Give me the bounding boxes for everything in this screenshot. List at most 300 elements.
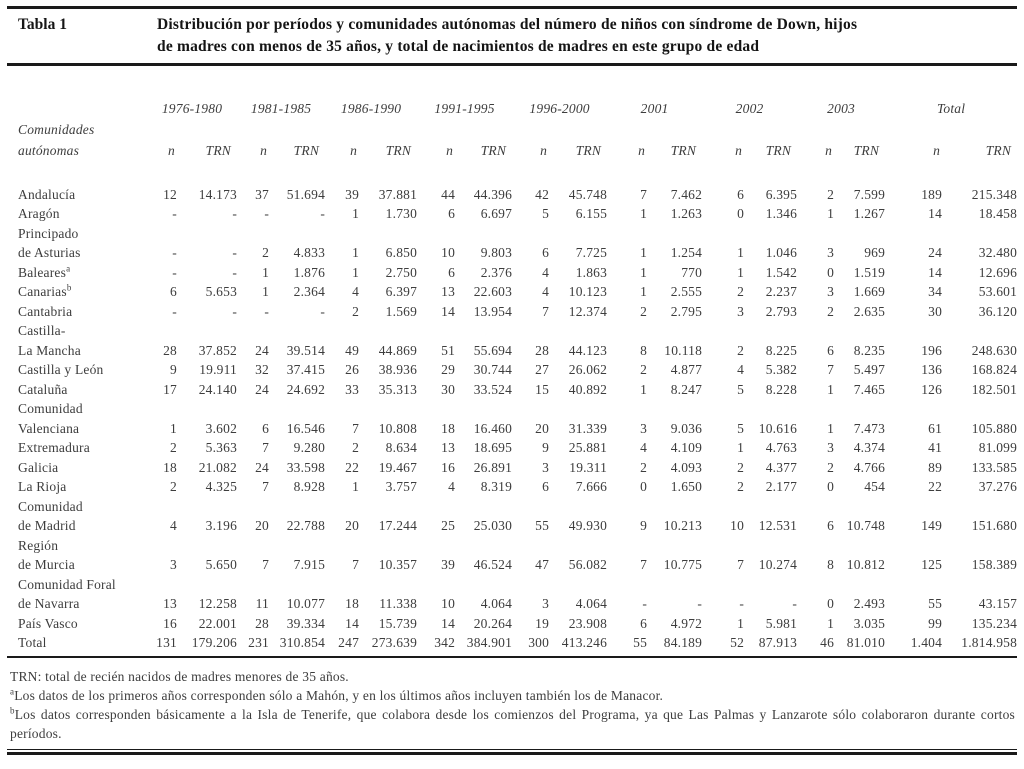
n-cell: 42 [535, 186, 550, 202]
n-cell: 1 [352, 206, 360, 222]
n-cell: 3 [737, 303, 745, 319]
trn-cell: 2.493 [853, 596, 886, 612]
period-header: 1986-1990 [340, 101, 402, 116]
trn-cell: 5.363 [205, 440, 238, 456]
trn-cell: 10.213 [663, 518, 703, 534]
n-cell: 2 [170, 479, 177, 495]
trn-cell: 20.264 [473, 615, 513, 631]
trn-cell: - [320, 303, 326, 319]
region-label: Andalucía [18, 186, 76, 202]
trn-cell: 24.140 [198, 381, 238, 397]
n-cell: 3 [170, 557, 177, 573]
n-cell: 1 [170, 420, 177, 436]
n-cell: 32 [255, 362, 270, 378]
trn-cell: 22.603 [473, 284, 513, 300]
trn-cell: 8.319 [480, 479, 513, 495]
n-cell: 6 [542, 479, 550, 495]
n-col-header: n [540, 143, 548, 158]
n-cell: 10 [441, 245, 456, 261]
trn-cell: 1.650 [670, 479, 703, 495]
n-col-header: n [638, 143, 646, 158]
region-label: de Navarra [18, 596, 80, 612]
n-cell: 1 [352, 264, 360, 280]
trn-cell: - [232, 245, 238, 261]
trn-cell: 1.569 [385, 303, 418, 319]
region-label: de Murcia [18, 557, 75, 573]
n-cell: 7 [262, 440, 270, 456]
n-cell: 2 [352, 303, 360, 319]
trn-cell: 33.524 [473, 381, 513, 397]
period-header: 1981-1985 [250, 101, 312, 116]
trn-cell: 413.246 [561, 635, 608, 651]
n-cell: - [739, 596, 745, 612]
n-cell: 125 [921, 557, 943, 573]
n-cell: 27 [535, 362, 550, 378]
trn-cell: 46.524 [473, 557, 513, 573]
n-cell: 24 [255, 381, 270, 397]
region-label: Comunidad [18, 498, 83, 514]
trn-cell: 12.696 [978, 264, 1018, 280]
trn-cell: 18.695 [473, 440, 513, 456]
trn-cell: 44.869 [378, 342, 418, 358]
empty-cell [147, 497, 1017, 517]
n-cell: 16 [163, 615, 177, 631]
n-cell: 39 [441, 557, 456, 573]
n-col-header: n [933, 143, 941, 158]
n-cell: 20 [345, 518, 360, 534]
table-row-label-continuation [7, 224, 1017, 244]
header-filler [147, 117, 1017, 138]
n-cell: 4 [737, 362, 745, 378]
trn-cell: 36.120 [978, 303, 1018, 319]
footnote-text: TRN: total de recién nacidos de madres menores de 35 años. [10, 669, 349, 684]
region-label: País Vasco [18, 615, 78, 631]
table-row [7, 419, 1017, 439]
n-cell: 0 [640, 479, 648, 495]
trn-cell: 8.928 [293, 479, 326, 495]
trn-cell: 55.694 [473, 342, 513, 358]
trn-cell: 2.177 [765, 479, 798, 495]
region-label: Cataluña [18, 381, 68, 397]
empty-cell [147, 536, 1017, 556]
trn-cell: 39.514 [286, 342, 326, 358]
n-cell: 9 [542, 440, 550, 456]
n-cell: 89 [928, 459, 943, 475]
table-row-label-continuation [7, 536, 1017, 556]
table-title [157, 14, 857, 58]
trn-col-header: TRN [765, 143, 792, 158]
n-cell: 5 [737, 381, 745, 397]
region-label: Extremadura [18, 440, 90, 456]
n-cell: 26 [345, 362, 360, 378]
trn-cell: 4.325 [205, 479, 238, 495]
n-cell: 7 [640, 186, 648, 202]
trn-cell: 10.274 [758, 557, 798, 573]
trn-cell: 158.389 [971, 557, 1018, 573]
trn-cell: - [232, 303, 238, 319]
n-cell: 30 [441, 381, 456, 397]
n-cell: 55 [535, 518, 550, 534]
trn-col-header: TRN [985, 143, 1012, 158]
n-cell: 6 [448, 206, 456, 222]
trn-cell: 44.123 [568, 342, 608, 358]
trn-cell: 7.473 [853, 420, 886, 436]
trn-cell: 37.276 [978, 479, 1018, 495]
trn-cell: 1.814.958 [961, 635, 1018, 651]
trn-cell: - [792, 596, 798, 612]
spacer-row [7, 159, 1017, 185]
region-label: Castilla- [18, 323, 66, 339]
table-row-label-continuation [7, 400, 1017, 420]
trn-cell: 30.744 [473, 362, 513, 378]
trn-cell: 1.267 [853, 206, 886, 222]
footnote-marker: a [66, 263, 71, 274]
n-cell: 6 [170, 284, 177, 300]
n-cell: 0 [827, 596, 835, 612]
table-row [7, 614, 1017, 634]
trn-cell: 40.892 [568, 381, 608, 397]
n-cell: 1.404 [910, 635, 943, 651]
n-cell: 15 [535, 381, 550, 397]
n-cell: 7 [737, 557, 745, 573]
trn-cell: 32.480 [978, 245, 1018, 261]
n-cell: 1 [827, 381, 835, 397]
n-cell: 18 [163, 459, 177, 475]
n-col-header: n [168, 143, 175, 158]
n-cell: 2 [640, 459, 648, 475]
region-label: de Asturias [18, 245, 81, 261]
n-cell: 46 [820, 635, 835, 651]
n-cell: - [172, 303, 177, 319]
n-cell: 1 [737, 264, 745, 280]
table-row [7, 478, 1017, 498]
trn-cell: 1.346 [765, 206, 798, 222]
trn-cell: - [232, 264, 238, 280]
region-label: Castilla y León [18, 362, 104, 378]
trn-cell: 5.497 [853, 362, 886, 378]
n-cell: 16 [441, 459, 456, 475]
trn-cell: 168.824 [971, 362, 1018, 378]
trn-cell: 10.357 [378, 557, 418, 573]
n-cell: 30 [928, 303, 943, 319]
n-cell: 2 [262, 245, 270, 261]
n-cell: 10 [730, 518, 745, 534]
n-cell: 6 [542, 245, 550, 261]
n-cell: 1 [827, 206, 835, 222]
n-cell: 1 [737, 440, 745, 456]
trn-cell: 1.542 [765, 264, 798, 280]
trn-cell: 135.234 [971, 615, 1018, 631]
n-cell: 136 [921, 362, 943, 378]
n-cell: 99 [928, 615, 943, 631]
n-cell: 1 [262, 264, 270, 280]
trn-cell: 4.064 [575, 596, 608, 612]
trn-cell: 81.099 [978, 440, 1018, 456]
n-cell: 5 [737, 420, 745, 436]
n-cell: 4 [352, 284, 360, 300]
n-cell: 3 [542, 596, 550, 612]
trn-cell: 19.911 [199, 362, 238, 378]
trn-cell: 23.908 [568, 615, 608, 631]
trn-cell: 7.599 [853, 186, 886, 202]
empty-cell [147, 400, 1017, 420]
footnote-b [10, 705, 1015, 743]
trn-col-header: TRN [385, 143, 412, 158]
trn-cell: 2.376 [480, 264, 513, 280]
table-row [7, 458, 1017, 478]
n-cell: 1 [352, 245, 360, 261]
trn-cell: 3.757 [385, 479, 418, 495]
trn-cell: 49.930 [568, 518, 608, 534]
table-row [7, 634, 1017, 654]
n-cell: 7 [352, 557, 360, 573]
trn-cell: 2.364 [293, 284, 326, 300]
region-label: Comunidad [18, 401, 83, 417]
footnote-marker: b [10, 705, 15, 716]
period-header: 2002 [735, 101, 764, 116]
trn-cell: 21.082 [198, 459, 238, 475]
corner-cell [7, 66, 147, 117]
trn-cell: 18.458 [978, 206, 1018, 222]
region-label: Aragón [18, 206, 60, 222]
n-cell: 6 [827, 518, 835, 534]
trn-cell: 6.395 [765, 186, 798, 202]
n-cell: 4 [542, 264, 550, 280]
trn-cell: 35.313 [378, 381, 418, 397]
region-label: Comunidad Foral [18, 576, 116, 592]
trn-cell: 12.531 [758, 518, 798, 534]
n-cell: 196 [921, 342, 943, 358]
trn-cell: 22.788 [286, 518, 326, 534]
table-row [7, 263, 1017, 283]
trn-cell: 1.519 [853, 264, 886, 280]
trn-cell: 6.397 [385, 284, 418, 300]
trn-cell: 5.382 [765, 362, 798, 378]
region-label: Cantabria [18, 303, 73, 319]
n-cell: 14 [345, 615, 360, 631]
n-cell: 149 [921, 518, 943, 534]
table-title-line1: Distribución por períodos y comunidades autónomas del número de niños con síndrome de Down, hijos [157, 16, 858, 33]
footnote-text: Los datos corresponden básicamente a la Isla de Tenerife, que colabora desde los comienzos del Programa, ya que Las Palmas y Lanzarote sólo colaboraron durante cortos períodos. [10, 707, 1015, 741]
table-row-label-continuation [7, 575, 1017, 595]
trn-cell: 4.093 [670, 459, 703, 475]
table-row [7, 361, 1017, 381]
trn-cell: 1.669 [853, 284, 886, 300]
trn-cell: 969 [864, 245, 886, 261]
trn-cell: 4.833 [293, 245, 326, 261]
trn-cell: 51.694 [286, 186, 326, 202]
trn-col-header: TRN [853, 143, 880, 158]
n-cell: 2 [737, 342, 745, 358]
n-cell: 3 [640, 420, 648, 436]
n-cell: - [172, 206, 177, 222]
trn-cell: 4.972 [670, 615, 703, 631]
n-cell: 55 [633, 635, 648, 651]
trn-cell: 182.501 [971, 381, 1018, 397]
trn-cell: 151.680 [971, 518, 1018, 534]
trn-cell: 25.030 [473, 518, 513, 534]
trn-cell: 26.062 [568, 362, 608, 378]
n-col-header: n [350, 143, 358, 158]
trn-cell: 7.725 [575, 245, 608, 261]
trn-cell: 87.913 [758, 635, 798, 651]
n-cell: 6 [448, 264, 456, 280]
trn-cell: 4.766 [853, 459, 886, 475]
trn-cell: 3.035 [853, 615, 886, 631]
trn-cell: 4.377 [765, 459, 798, 475]
n-cell: 22 [345, 459, 360, 475]
n-cell: 0 [827, 264, 835, 280]
n-cell: 4 [542, 284, 550, 300]
n-cell: 11 [255, 596, 270, 612]
table-row [7, 244, 1017, 264]
table-row-label-continuation [7, 497, 1017, 517]
trn-cell: 15.739 [378, 615, 418, 631]
rule-bottom [7, 749, 1017, 752]
n-cell: 14 [441, 303, 456, 319]
n-cell: 4 [640, 440, 648, 456]
trn-cell: 384.901 [466, 635, 513, 651]
trn-cell: 1.254 [670, 245, 703, 261]
trn-cell: 8.247 [670, 381, 703, 397]
region-label: Canarias$^b$ [18, 282, 72, 300]
empty-cell [147, 224, 1017, 244]
region-label: Galicia [18, 459, 59, 475]
trn-col-header: TRN [293, 143, 320, 158]
trn-cell: 10.808 [378, 420, 418, 436]
trn-cell: 53.601 [978, 284, 1018, 300]
table-row [7, 595, 1017, 615]
n-cell: - [642, 596, 648, 612]
n-cell: 41 [928, 440, 943, 456]
table-row [7, 283, 1017, 303]
n-cell: 2 [737, 284, 745, 300]
region-label: La Rioja [18, 479, 67, 495]
trn-cell: 7.465 [853, 381, 886, 397]
empty-cell [147, 322, 1017, 342]
n-cell: 2 [827, 186, 835, 202]
trn-cell: 273.639 [371, 635, 418, 651]
trn-cell: 31.339 [568, 420, 608, 436]
n-cell: 34 [928, 284, 943, 300]
n-cell: 33 [345, 381, 360, 397]
table-title-line2: de madres con menos de 35 años, y total de nacimientos de madres en este grupo de edad [157, 38, 760, 55]
trn-cell: - [697, 596, 703, 612]
table-row [7, 341, 1017, 361]
table-row-label-continuation [7, 322, 1017, 342]
n-cell: 0 [827, 479, 835, 495]
period-header: 1976-1980 [161, 101, 223, 116]
region-label: Baleares$^a$ [18, 263, 71, 280]
trn-cell: 24.692 [286, 381, 326, 397]
subcol-row [7, 138, 1017, 159]
trn-cell: 37.852 [198, 342, 238, 358]
table-row [7, 556, 1017, 576]
trn-cell: 22.001 [198, 615, 238, 631]
trn-cell: 12.374 [568, 303, 608, 319]
row-header-line1-row [7, 117, 1017, 138]
trn-cell: 4.064 [480, 596, 513, 612]
trn-cell: 2.555 [670, 284, 703, 300]
n-cell: - [264, 206, 270, 222]
n-cell: 2 [640, 303, 648, 319]
n-cell: 24 [255, 459, 270, 475]
table-body [7, 159, 1017, 653]
trn-cell: 10.616 [758, 420, 798, 436]
trn-cell: - [320, 206, 326, 222]
n-cell: 7 [352, 420, 360, 436]
n-cell: 247 [338, 635, 360, 651]
n-cell: 55 [928, 596, 943, 612]
trn-cell: 33.598 [286, 459, 326, 475]
trn-cell: 4.374 [853, 440, 886, 456]
trn-cell: 8.634 [385, 440, 418, 456]
footnote-trn [10, 667, 1015, 686]
n-cell: 231 [248, 635, 270, 651]
period-header: 1996-2000 [529, 101, 590, 116]
table-caption [7, 9, 1017, 63]
table-row [7, 439, 1017, 459]
n-cell: 10 [441, 596, 456, 612]
trn-cell: 2.237 [765, 284, 798, 300]
n-cell: 24 [928, 245, 943, 261]
table-row [7, 517, 1017, 537]
n-cell: 28 [535, 342, 550, 358]
n-cell: 8 [640, 342, 648, 358]
trn-cell: 5.653 [205, 284, 238, 300]
n-cell: 7 [542, 303, 550, 319]
trn-cell: 39.334 [286, 615, 326, 631]
period-header: 2003 [827, 101, 855, 116]
n-cell: 4 [448, 479, 456, 495]
trn-cell: 10.118 [664, 342, 703, 358]
n-cell: 0 [737, 206, 745, 222]
n-cell: 24 [255, 342, 270, 358]
n-cell: 6 [737, 186, 745, 202]
n-cell: 22 [928, 479, 943, 495]
n-cell: 6 [640, 615, 648, 631]
n-cell: 25 [441, 518, 456, 534]
trn-cell: 248.630 [971, 342, 1018, 358]
n-cell: 14 [441, 615, 456, 631]
n-cell: 1 [640, 264, 648, 280]
n-cell: - [172, 264, 177, 280]
n-cell: 51 [441, 342, 456, 358]
trn-cell: 1.263 [670, 206, 703, 222]
region-label: Región [18, 537, 59, 553]
n-cell: 1 [737, 245, 745, 261]
trn-cell: 10.775 [663, 557, 703, 573]
data-table [7, 66, 1017, 653]
trn-cell: 44.396 [473, 186, 513, 202]
table-row [7, 302, 1017, 322]
n-cell: 1 [737, 615, 745, 631]
n-cell: 28 [255, 615, 270, 631]
n-cell: 3 [827, 440, 835, 456]
region-label: Principado [18, 225, 79, 241]
n-cell: 61 [928, 420, 943, 436]
trn-col-header: TRN [205, 143, 232, 158]
trn-cell: 25.881 [568, 440, 608, 456]
n-cell: 9 [170, 362, 177, 378]
trn-cell: 2.750 [385, 264, 418, 280]
trn-cell: 56.082 [568, 557, 608, 573]
trn-cell: 1.876 [293, 264, 326, 280]
n-cell: 1 [352, 479, 360, 495]
trn-cell: 8.228 [765, 381, 798, 397]
n-cell: 2 [827, 459, 835, 475]
trn-cell: 105.880 [971, 420, 1018, 436]
